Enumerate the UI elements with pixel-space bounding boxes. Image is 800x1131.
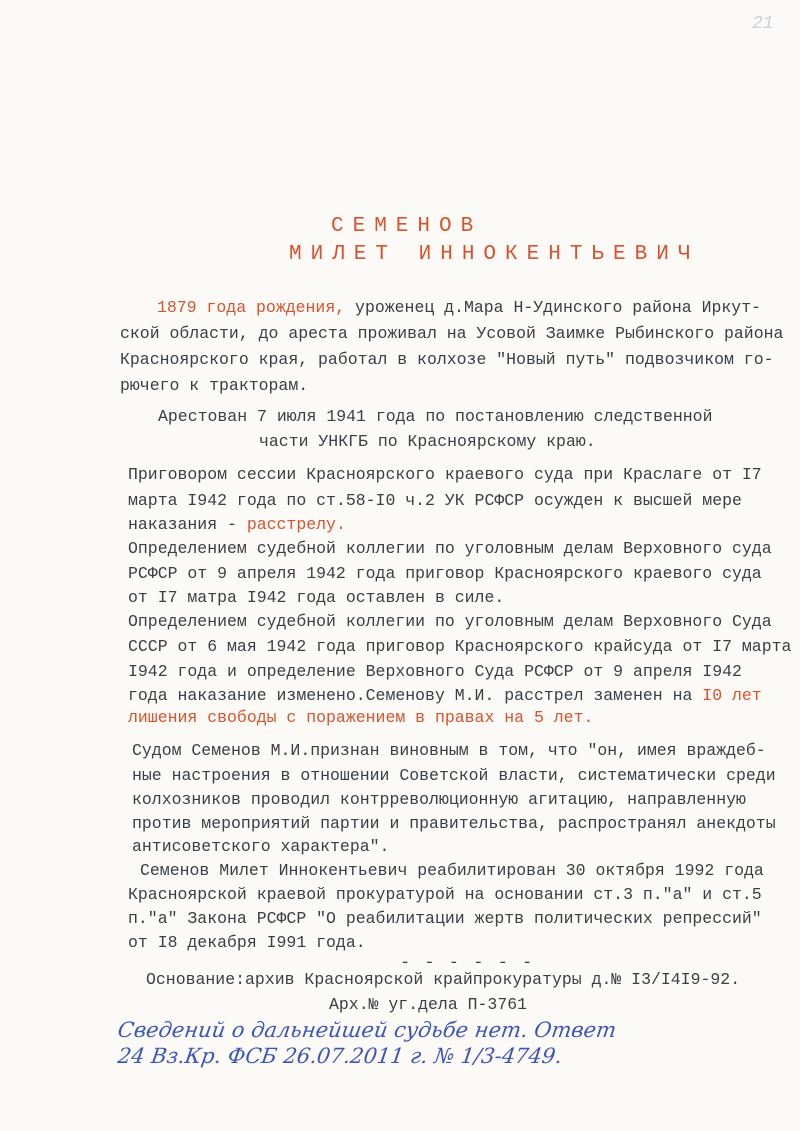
handwritten-note-line2: 24 Вз.Кр. ФСБ 26.07.2011 г. № 1/3-4749. — [116, 1044, 564, 1068]
p3-line3: наказания - расстрелу. — [128, 515, 346, 534]
p5-line4: года наказание изменено.Семенову М.И. расстрел заменен на I0 лет — [128, 686, 762, 705]
p3-line2: марта I942 года по ст.58-I0 ч.2 УК РСФСР осужден к высшей мере — [128, 491, 742, 510]
p5-line2: СССР от 6 мая 1942 года приговор Красноярского крайсуда от I7 марта — [128, 637, 792, 656]
basis-line: Основание:архив Красноярской крайпрокуратуры д.№ I3/I4I9-92. — [146, 970, 741, 989]
p4-line2: РСФСР от 9 апреля 1942 года приговор Красноярского краевого суда — [128, 564, 762, 583]
separator-dashes: - - - - - - — [400, 954, 535, 973]
p1-line3: Красноярского края, работал в колхозе "Новый путь" подвозчиком го- — [120, 350, 774, 369]
archive-number-line: Арх.№ уг.дела П-3761 — [329, 995, 528, 1014]
corner-pencil-mark: 21 — [752, 14, 774, 34]
p6-line2: ные настроения в отношении Советской власти, систематически среди — [132, 766, 776, 785]
p7-line4: от I8 декабря I991 года. — [128, 933, 366, 952]
p2-line1: Арестован 7 июля 1941 года по постановлению следственной — [158, 407, 713, 426]
p6-line5: антисоветского характера". — [132, 837, 390, 856]
p1-line1: 1879 года рождения, уроженец д.Мара Н-Удинского района Иркут- — [157, 298, 762, 317]
p5-line5: лишения свободы с поражением в правах на 5 лет. — [128, 708, 594, 727]
p6-line1: Судом Семенов М.И.признан виновным в том, что "он, имея враждеб- — [132, 741, 766, 760]
p3-line1: Приговором сессии Красноярского краевого суда при Краслаге от I7 — [128, 465, 762, 484]
p4-line3: от I7 матра I942 года оставлен в силе. — [128, 588, 505, 607]
sentence-highlight: расстрелу. — [246, 515, 346, 534]
term-highlight: I0 лет — [702, 686, 762, 705]
p1-line4: рючего к тракторам. — [120, 376, 309, 395]
p6-line4: против мероприятий партии и правительства, распространял анекдоты — [132, 814, 776, 833]
p7-line2: Красноярской краевой прокуратурой на основании ст.3 п."а" и ст.5 — [128, 885, 762, 904]
p5-line1: Определением судебной коллегии по уголовным делам Верховного Суда — [128, 612, 772, 631]
p7-line3: п."а" Закона РСФСР "О реабилитации жертв политических репрессий" — [128, 909, 762, 928]
surname-heading: СЕМЕНОВ — [331, 215, 483, 238]
handwritten-note-line1: Сведений о дальнейшей судьбе нет. Ответ — [116, 1018, 618, 1042]
birth-year-highlight: 1879 года рождения, — [157, 298, 346, 317]
given-names-heading: МИЛЕТ ИННОКЕНТЬЕВИЧ — [289, 243, 700, 266]
p7-line1: Семенов Милет Иннокентьевич реабилитирован 30 октября 1992 года — [140, 861, 764, 880]
p5-line3: I942 года и определение Верховного Суда РСФСР от 9 апреля I942 — [128, 662, 742, 681]
p6-line3: колхозников проводил контрреволюционную агитацию, направленную — [132, 790, 746, 809]
p4-line1: Определением судебной коллегии по уголовным делам Верховного суда — [128, 539, 772, 558]
p1-line2: ской области, до ареста проживал на Усовой Заимке Рыбинского района — [120, 324, 784, 343]
p2-line2: части УНКГБ по Красноярскому краю. — [259, 432, 596, 451]
